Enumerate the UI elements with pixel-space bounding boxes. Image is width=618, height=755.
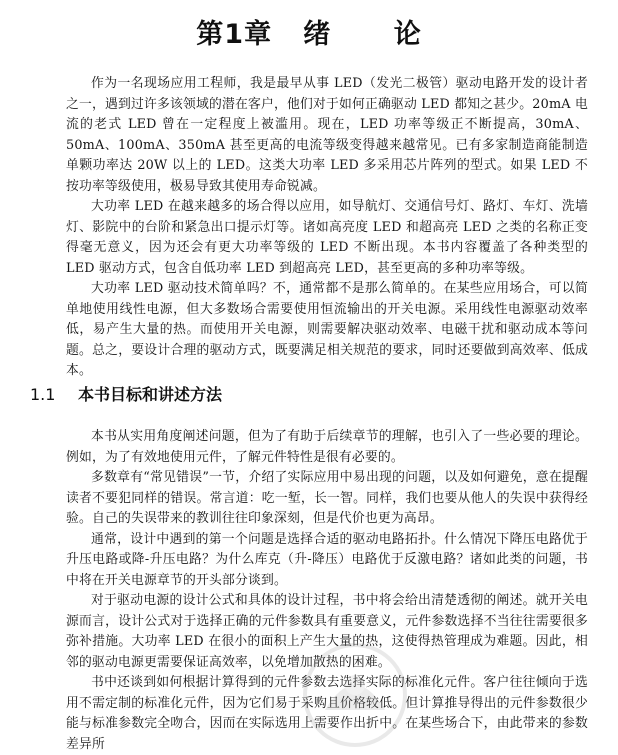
chapter-title: [0, 18, 618, 52]
chapter-number: 第1章: [196, 19, 273, 50]
section-title: 本书目标和讲述方法: [78, 385, 223, 404]
paragraph: 对于驱动电源的设计公式和具体的设计过程，书中将会给出清楚透彻的阐述。就开关电源而言，设计公式对于选择正确的元件参数具有重要意义，元件参数选择不当往往需要很多弥补措施。大功率 LED 在很小的面积上产生大量的热，这使得热管理成为难题。因此，相邻的驱动电源更需要保证高效率，以免增加散热的困难。: [66, 593, 588, 670]
paragraph: 大功率 LED 驱动技术简单吗？不，通常都不是那么简单的。在某些应用场合，可以简单地使用线性电源，但大多数场合需要使用恒流输出的开关电源。采用线性电源驱动效率低，易产生大量的热。而使用开关电源，则需要解决驱动效率、电磁干扰和驱动成本等问题。总之，要设计合理的驱动方式，既要满足相关规范的要求，同时还要做到高效率、低成本。: [66, 281, 588, 378]
section-number: 1.1: [30, 385, 56, 404]
paragraph: 大功率 LED 在越来越多的场合得以应用，如导航灯、交通信号灯、路灯、车灯、洗墙灯、影院中的台阶和紧急出口提示灯等。诸如高亮度 LED 和超高亮 LED 之类的名称正变得毫无意义，因为还会有更大功率等级的 LED 不断出现。本书内容覆盖了各种类型的 LED 驱动方式，包含自低功率 LED 到超高亮 LED，甚至更高的多种功率等级。: [66, 199, 588, 276]
paragraph: 通常，设计中遇到的第一个问题是选择合适的驱动电路拓扑。什么情况下降压电路优于升压电路或降-升压电路？为什么库克（升-降压）电路优于反激电路？诸如此类的问题，书中将在开关电源章节的开头部分谈到。: [66, 531, 588, 588]
chapter-title-part-1: 绪: [303, 19, 332, 50]
paragraph: 作为一名现场应用工程师，我是最早从事 LED（发光二极管）驱动电路开发的设计者之一，遇到过许多该领域的潜在客户，他们对于如何正确驱动 LED 都知之甚少。20mA 电流的老式 LED 曾在一定程度上被滥用。现在，LED 功率等级正不断提高，30mA、50mA、100mA、350mA 甚至更高的电流等级变得越来越常见。已有多家制造商能制造单颗功率达 20W 以上的 LED。这类大功率 LED 多采用芯片阵列的型式。如果 LED 不按功率等级使用，极易导致其使用寿命锐减。: [66, 76, 588, 194]
section-heading: [30, 384, 222, 406]
paragraph: 书中还谈到如何根据计算得到的元件参数去选择实际的标准化元件。客户往往倾向于选用不需定制的标准化元件，因为它们易于采购且价格较低。但计算推导得出的元件参数很少能与标准参数完全吻合，因而在实际选用上需要作出折中。在某些场合下，由此带来的参数差异所: [66, 675, 588, 752]
paragraph: 本书从实用角度阐述问题，但为了有助于后续章节的理解，也引入了一些必要的理论。例如，为了有效地使用元件，了解元件特性是很有必要的。: [66, 429, 588, 465]
watermark-logo-icon: [300, 640, 410, 750]
chapter-title-part-2: 论: [393, 19, 422, 50]
intro-section: [66, 74, 588, 382]
paragraph: 多数章有“常见错误”一节，介绍了实际应用中易出现的问题，以及如何避免，意在提醒读者不要犯同样的错误。常言道：吃一堑，长一智。同样，我们也要从他人的失误中获得经验。自己的失误带来的教训往往印象深刻，但是代价也更为高昂。: [66, 470, 588, 526]
